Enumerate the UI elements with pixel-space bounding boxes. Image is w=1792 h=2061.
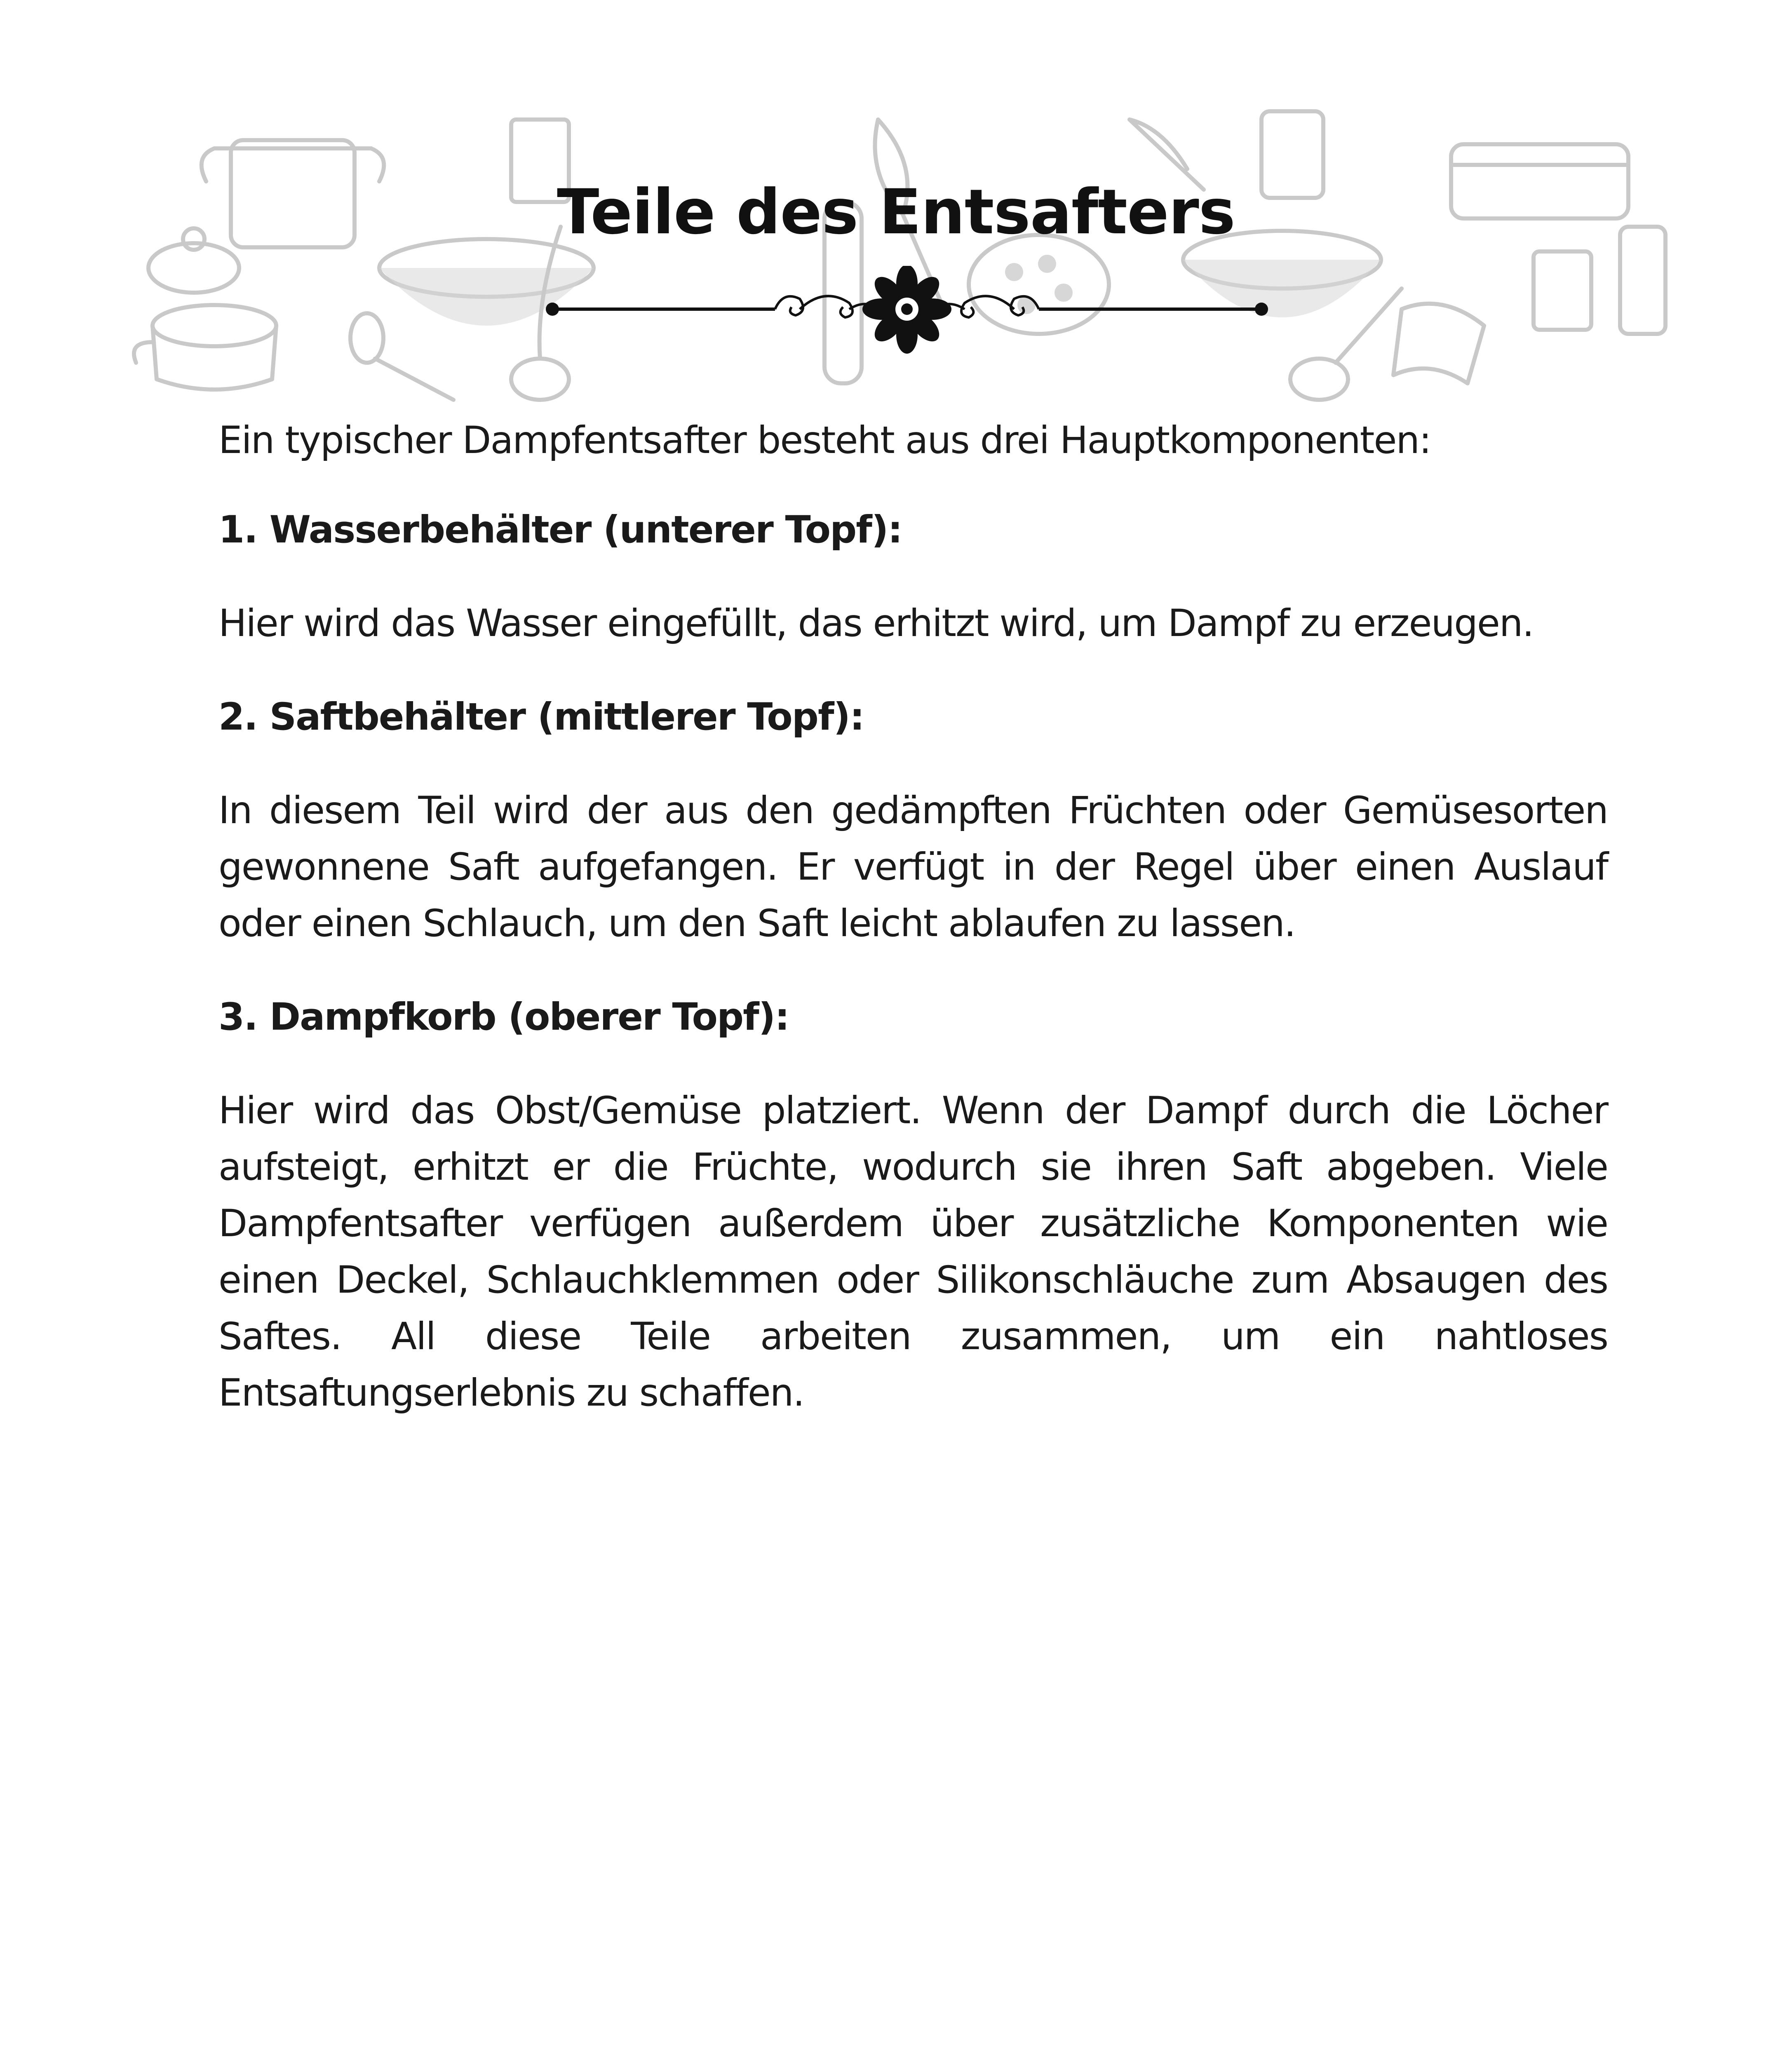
saucepan-icon xyxy=(134,305,276,390)
section-body-water-container: Hier wird das Wasser eingefüllt, das erhitzt wird, um Dampf zu erzeugen. xyxy=(218,602,1534,645)
kitchen-scale-icon xyxy=(1534,251,1591,330)
ornamental-divider xyxy=(536,266,1278,361)
page-title: Teile des Entsafters xyxy=(557,176,1235,248)
section-heading-steam-basket: 3. Dampfkorb (oberer Topf): xyxy=(218,995,789,1039)
section-heading-juice-container: 2. Saftbehälter (mittlerer Topf): xyxy=(218,695,864,739)
document-body xyxy=(218,412,1608,1421)
flourish-left-icon xyxy=(775,296,878,317)
section-body-steam-basket: Hier wird das Obst/Gemüse platziert. Wenn der Dampf durch die Löcher aufsteigt, erhitzt er die Früchte, wodurch sie ihren Saft abgeben. Viele Dampfentsafter verfügen außerdem über zusätzliche Komponenten wie einen Deckel, Schlauchklemmen oder Silikonschläuche zum Absaugen des Saftes. All diese Teile arbeiten zusammen, um ein nahtloses Entsaftungserlebnis zu schaffen. xyxy=(218,1089,1608,1415)
section-body-juice-container: In diesem Teil wird der aus den gedämpften Früchten oder Gemüsesorten gewonnene Saft aufgefangen. Er verfügt in der Regel über einen Auslauf oder einen Schlauch, um den Saft leicht ablaufen zu lassen. xyxy=(218,789,1608,945)
flourish-right-icon xyxy=(936,296,1039,317)
divider-dot-right xyxy=(1255,303,1268,316)
spoon-icon xyxy=(350,313,453,400)
intro-paragraph: Ein typischer Dampfentsafter besteht aus drei Hauptkomponenten: xyxy=(218,419,1431,462)
section-heading-water-container: 1. Wasserbehälter (unterer Topf): xyxy=(218,508,902,552)
cloth-icon xyxy=(1393,304,1484,383)
flower-ornament-icon xyxy=(862,266,951,354)
